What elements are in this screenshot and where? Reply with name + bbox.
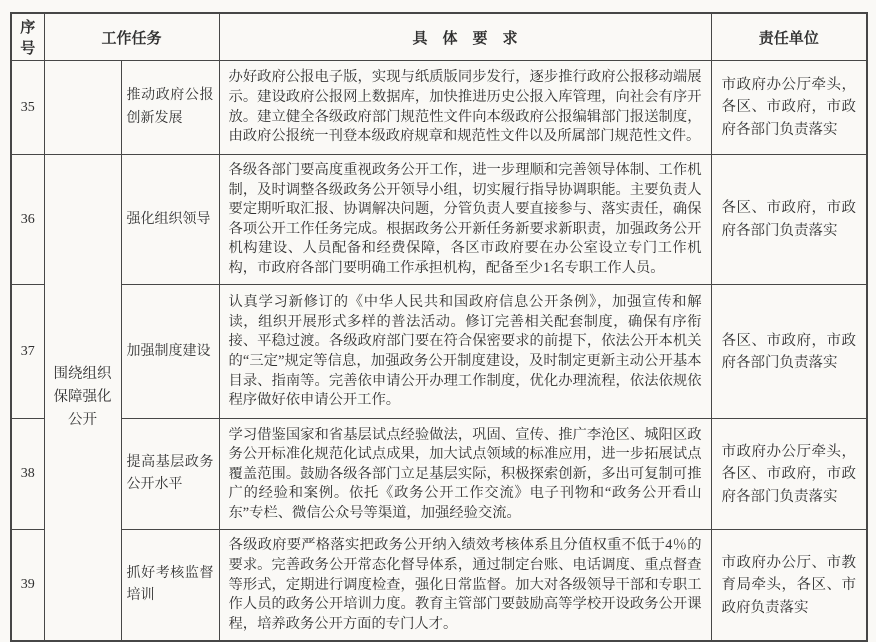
header-requirements: 具 体 要 求 [219, 13, 711, 61]
row-index: 37 [11, 285, 44, 419]
task-group-empty-cell [44, 61, 121, 155]
header-row [11, 13, 867, 61]
requirements-text: 认真学习新修订的《中华人民共和国政府信息公开条例》，加强宣传和解读，组织开展形式多样的普法活动。修订完善相关配套制度，确保有序衔接、平稳过渡。各级政府部门要在符合保密要求的前提下，依法公开本机关的“三定”规定等信息，加强政务公开制度建设，及时制定更新主动公开基本目录、指南等。完善依申请公开办理工作制度，优化办理流程，依法依规依程序做好依申请公开工作。 [219, 285, 711, 419]
table-row [11, 155, 867, 285]
header-task: 工作任务 [44, 13, 219, 61]
responsible-unit: 各区、市政府，市政府各部门负责落实 [711, 155, 867, 285]
table-row [11, 61, 867, 155]
table-row [11, 530, 867, 641]
responsible-unit: 市政府办公厅牵头，各区、市政府，市政府各部门负责落实 [711, 419, 867, 530]
requirements-text: 学习借鉴国家和省基层试点经验做法，巩固、宣传、推广李沧区、城阳区政务公开标准化规范化试点成果，加大试点领域的标准应用，进一步拓展试点覆盖范围。鼓励各级各部门立足基层实际，积极探索创新，多出可复制可推广的经验和案例。依托《政务公开工作交流》电子刊物和“政务公开看山东”专栏、微信公众号等渠道，加强经验交流。 [219, 419, 711, 530]
task-name: 强化组织领导 [121, 155, 219, 285]
task-name: 抓好考核监督培训 [121, 530, 219, 641]
row-index: 38 [11, 419, 44, 530]
responsible-unit: 市政府办公厅、市教育局牵头，各区、市政府负责落实 [711, 530, 867, 641]
row-index: 35 [11, 61, 44, 155]
requirements-text: 各级政府要严格落实把政务公开纳入绩效考核体系且分值权重不低于4％的要求。完善政务公开常态化督导体系，通过制定台账、电话调度、重点督查等形式，定期进行调度检查，强化日常监督。加大对各级领导干部和专职工作人员的政务公开培训力度。教育主管部门要鼓励高等学校开设政务公开课程，培养政务公开方面的专门人才。 [219, 530, 711, 641]
task-name: 推动政府公报创新发展 [121, 61, 219, 155]
tasks-table [10, 12, 868, 642]
task-name: 加强制度建设 [121, 285, 219, 419]
table-row [11, 285, 867, 419]
responsible-unit: 市政府办公厅牵头，各区、市政府，市政府各部门负责落实 [711, 61, 867, 155]
header-index: 序号 [11, 13, 44, 61]
requirements-text: 各级各部门要高度重视政务公开工作，进一步理顺和完善领导体制、工作机制，及时调整各级政务公开领导小组，切实履行指导协调职能。主要负责人要定期听取汇报、协调解决问题，分管负责人要直接参与、落实责任，确保各项公开工作任务完成。根据政务公开新任务新要求新职责，加强政务公开机构建设、人员配备和经费保障，各区市政府要在办公室设立专门工作机构，市政府各部门要明确工作承担机构，配备至少1名专职工作人员。 [219, 155, 711, 285]
requirements-text: 办好政府公报电子版，实现与纸质版同步发行，逐步推行政府公报移动端展示。建设政府公报网上数据库，加快推进历史公报入库管理，向社会有序开放。建立健全各级政府部门规范性文件向本级政府公报编辑部门报送制度，由政府公报统一刊登本级政府规章和规范性文件以及所属部门规范性文件。 [219, 61, 711, 155]
table-row [11, 419, 867, 530]
responsible-unit: 各区、市政府，市政府各部门负责落实 [711, 285, 867, 419]
row-index: 36 [11, 155, 44, 285]
row-index: 39 [11, 530, 44, 641]
header-responsible: 责任单位 [711, 13, 867, 61]
task-name: 提高基层政务公开水平 [121, 419, 219, 530]
task-group-cell: 围绕组织保障强化公开 [44, 155, 121, 642]
